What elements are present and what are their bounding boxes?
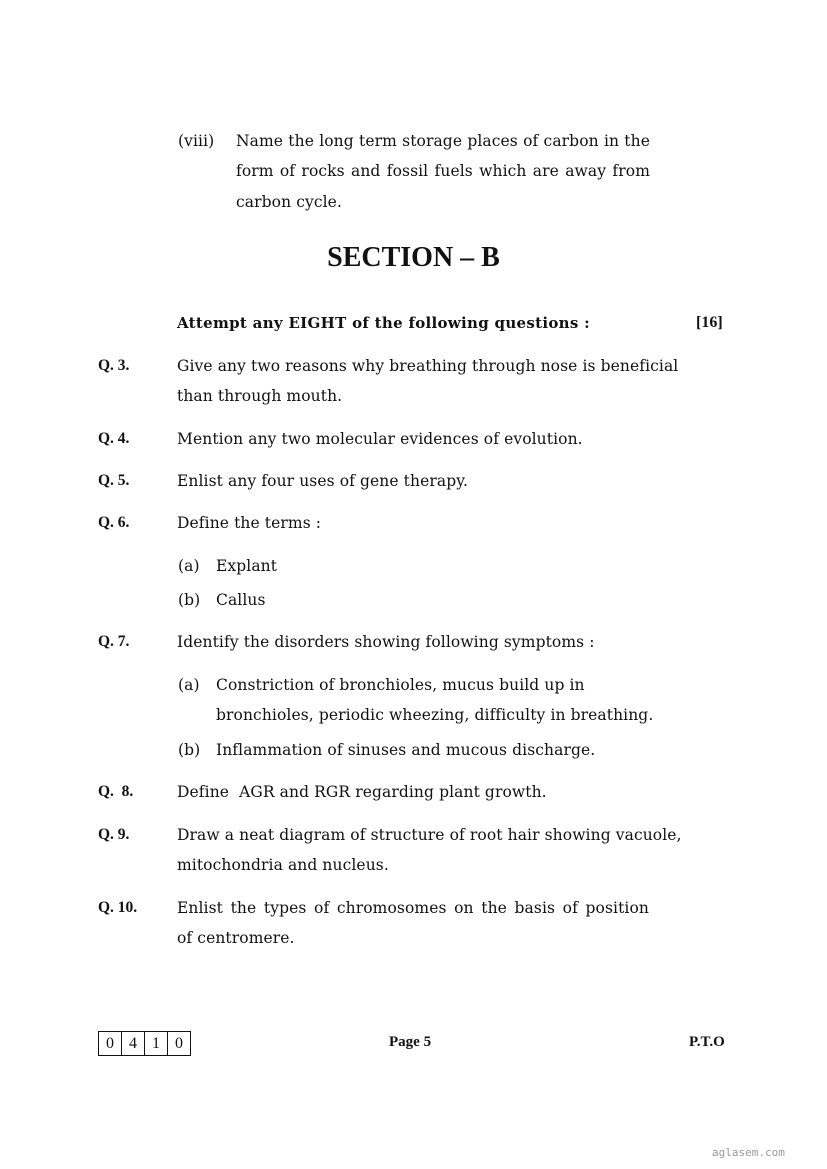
question-viii-line-3: carbon cycle. (236, 193, 342, 211)
q8-number: Q. 8. (98, 783, 134, 800)
question-viii-label: (viii) (178, 132, 215, 150)
q6b-label: (b) (178, 591, 201, 609)
q7-number: Q. 7. (98, 633, 130, 650)
q7b-label: (b) (178, 741, 201, 759)
q6b-text: Callus (216, 591, 266, 609)
section-b-marks: [16] (696, 314, 723, 331)
q6-number: Q. 6. (98, 514, 130, 531)
q5-number: Q. 5. (98, 472, 130, 489)
q5-text: Enlist any four uses of gene therapy. (177, 472, 469, 490)
q6a-label: (a) (178, 557, 200, 575)
q3-line-1: Give any two reasons why breathing through nose is beneficial (177, 357, 679, 375)
paper-code-digit: 1 (145, 1032, 168, 1055)
pto-label: P.T.O (689, 1034, 725, 1050)
q8-text: Define AGR and RGR regarding plant growth. (177, 783, 547, 801)
q10-line-1: Enlist the types of chromosomes on the basis of position (177, 899, 649, 917)
question-viii-line-1: Name the long term storage places of carbon in the (236, 132, 650, 150)
q7a-line-2: bronchioles, periodic wheezing, difficulty in breathing. (216, 706, 654, 724)
q10-number: Q. 10. (98, 899, 138, 916)
q9-line-2: mitochondria and nucleus. (177, 856, 389, 874)
q9-line-1: Draw a neat diagram of structure of root hair showing vacuole, (177, 826, 682, 844)
page-number: Page 5 (389, 1034, 432, 1050)
q7b-text: Inflammation of sinuses and mucous discharge. (216, 741, 596, 759)
watermark-text: aglasem.com (712, 1146, 785, 1159)
q7a-line-1: Constriction of bronchioles, mucus build up in (216, 676, 585, 694)
q9-number: Q. 9. (98, 826, 130, 843)
q3-line-2: than through mouth. (177, 387, 343, 405)
q3-number: Q. 3. (98, 357, 130, 374)
q7a-label: (a) (178, 676, 200, 694)
q4-number: Q. 4. (98, 430, 130, 447)
q6-text: Define the terms : (177, 514, 322, 532)
question-viii-line-2: form of rocks and fossil fuels which are away from (236, 162, 650, 180)
section-b-instruction: Attempt any EIGHT of the following questions : (177, 314, 590, 332)
paper-code-digit: 0 (99, 1032, 122, 1055)
section-b-title: SECTION – B (327, 242, 500, 273)
q4-text: Mention any two molecular evidences of evolution. (177, 430, 583, 448)
q7-text: Identify the disorders showing following symptoms : (177, 633, 595, 651)
q10-line-2: of centromere. (177, 929, 295, 947)
paper-code-box (98, 1031, 191, 1056)
q6a-text: Explant (216, 557, 278, 575)
paper-code-digit: 0 (175, 1034, 183, 1052)
paper-code-digit: 4 (122, 1032, 145, 1055)
